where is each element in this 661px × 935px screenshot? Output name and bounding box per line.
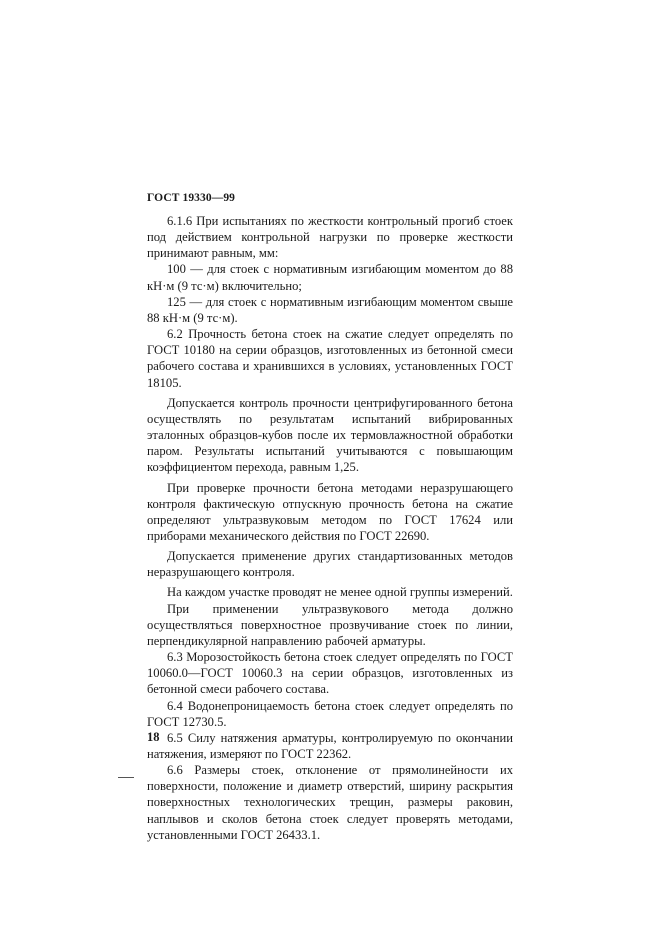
paragraph-6-1-6: 6.1.6 При испытаниях по жесткости контрольный прогиб стоек под действием контрольной нагрузки по проверке жесткости принимают равным, мм: (147, 214, 513, 261)
paragraph-6-6: 6.6 Размеры стоек, отклонение от прямолинейности их поверхности, положение и диаметр отверстий, ширину раскрытия поверхностных технологических трещин, размеры раковин, наплывов и сколов бетона стоек следует проверять методами, установленными ГОСТ 26433.1. (147, 763, 513, 842)
paragraph-nondestructive-testing: При проверке прочности бетона методами неразрушающего контроля фактическую отпускную прочность бетона на сжатие определяют ультразвуковым методом по ГОСТ 17624 или приборами механического действия по ГОСТ 22690. (147, 480, 513, 543)
paragraph-6-5: 6.5 Силу натяжения арматуры, контролируемую по окончании натяжения, измеряют по ГОСТ 22362. (147, 730, 513, 761)
paragraph-6-3: 6.3 Морозостойкость бетона стоек следует определять по ГОСТ 10060.0—ГОСТ 10060.3 на серии образцов, изготовленных из бетонной смеси рабочего состава. (147, 650, 513, 697)
paragraph-other-methods: Допускается применение других стандартизованных методов неразрушающего контроля. (147, 549, 513, 580)
paragraph-deflection-125: 125 — для стоек с нормативным изгибающим моментом свыше 88 кН·м (9 тс·м). (147, 294, 513, 325)
paragraph-6-4: 6.4 Водонепроницаемость бетона стоек следует определять по ГОСТ 12730.5. (147, 698, 513, 729)
document-body (147, 213, 513, 843)
footer-divider (118, 777, 134, 778)
paragraph-deflection-100: 100 — для стоек с нормативным изгибающим моментом до 88 кН·м (9 тс·м) включительно; (147, 262, 513, 293)
paragraph-centrifuged-concrete: Допускается контроль прочности центрифугированного бетона осуществлять по результатам испытаний вибрированных эталонных образцов-кубов после их термовлажностной обработки паром. Результаты испытаний учитываются с повышающим коэффициентом перехода, равным 1,25. (147, 395, 513, 475)
paragraph-ultrasonic-method: При применении ультразвукового метода должно осуществляться поверхностное прозвучивание стоек по линии, перпендикулярной направлению рабочей арматуры. (147, 601, 513, 648)
document-header: ГОСТ 19330—99 (147, 192, 236, 204)
page-number: 18 (147, 730, 160, 744)
paragraph-measurement-groups: На каждом участке проводят не менее одной группы измерений. (167, 585, 513, 600)
paragraph-6-2: 6.2 Прочность бетона стоек на сжатие следует определять по ГОСТ 10180 на серии образцов, изготовленных из бетонной смеси рабочего состава и хранившихся в условиях, установленных ГОСТ 18105. (147, 327, 513, 390)
